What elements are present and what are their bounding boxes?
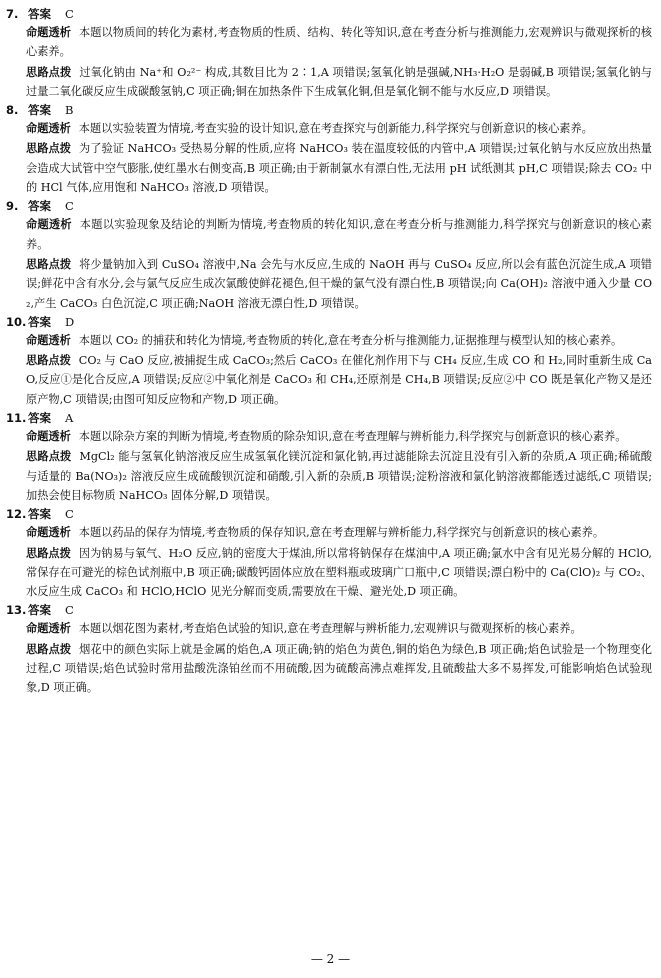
answer-line — [6, 506, 652, 523]
hint-label: 思路点拨 — [26, 354, 71, 368]
hint-paragraph — [26, 351, 652, 409]
analysis-text: 本题以实验现象及结论的判断为情境,考查物质的转化知识,意在考查分析与推测能力,科学探究与创新意识的核心素养。 — [26, 218, 652, 251]
analysis-label: 命题透析 — [26, 526, 71, 540]
analysis-paragraph — [26, 427, 652, 446]
hint-text: 因为钠易与氧气、H₂O 反应,钠的密度大于煤油,所以常将钠保存在煤油中,A 项正确;氯水中含有见光易分解的 HClO,常保存在可避光的棕色试剂瓶中,B 项正确;碳酸钙固体应放在塑料瓶或玻璃广口瓶中,C 项错误;漂白粉中的 Ca(ClO)₂ 与 CO₂、水反应生成 CaCO₃ 和 HClO,HClO 见光分解而变质,需要放在干燥、避光处,D 项正确。 — [26, 546, 652, 599]
page-number: — 2 — — [310, 952, 351, 966]
analysis-label: 命题透析 — [26, 622, 71, 636]
answer-label: 答案 — [28, 507, 51, 522]
hint-label: 思路点拨 — [26, 450, 72, 464]
hint-paragraph — [26, 640, 652, 698]
analysis-paragraph — [26, 215, 652, 254]
hint-text: 烟花中的颜色实际上就是金属的焰色,A 项正确;钠的焰色为黄色,铜的焰色为绿色,B 项正确;焰色试验是一个物理变化过程,C 项错误;焰色试验时常用盐酸洗涤铂丝而不用硫酸,因为硫酸高沸点难挥发,且硫酸盐大多不易挥发,可能影响焰色试验现象,D 项正确。 — [26, 642, 652, 695]
analysis-text: 本题以药品的保存为情境,考查物质的保存知识,意在考查理解与辨析能力,科学探究与创新意识的核心素养。 — [78, 526, 605, 540]
answer-letter: C — [65, 603, 74, 618]
hint-paragraph — [26, 544, 652, 602]
hint-paragraph — [26, 255, 652, 313]
answer-label: 答案 — [28, 103, 51, 118]
question-number: 13. — [6, 603, 27, 618]
analysis-paragraph — [26, 119, 652, 138]
hint-text: 为了验证 NaHCO₃ 受热易分解的性质,应将 NaHCO₃ 装在温度较低的内管中,A 项错误;过氧化钠与水反应放出热量会造成大试管中空气膨胀,使红墨水右侧变高,B 项正确;由于新制氯水有漂白性,无法用 pH 试纸测其 pH,C 项错误;除去 CO₂ 中的 HCl 气体,应用饱和 NaHCO₃ 溶液,D 项错误。 — [26, 142, 652, 195]
hint-paragraph — [26, 63, 652, 102]
answer-label: 答案 — [28, 199, 51, 214]
answer-label: 答案 — [28, 314, 51, 329]
analysis-label: 命题透析 — [26, 333, 71, 347]
hint-label: 思路点拨 — [26, 65, 72, 79]
answer-line — [6, 102, 652, 119]
answer-line — [6, 602, 652, 619]
answer-label: 答案 — [28, 603, 51, 618]
question-block — [6, 102, 652, 197]
hint-text: 过氧化钠由 Na⁺和 O₂²⁻ 构成,其数目比为 2∶1,A 项错误;氢氧化钠是强碱,NH₃·H₂O 是弱碱,B 项错误;氢氧化钠与过量二氧化碳反应生成碳酸氢钠,C 项正确;铜在加热条件下生成氧化铜,但是氧化铜不能与水反应,D 项错误。 — [26, 65, 652, 98]
hint-text: CO₂ 与 CaO 反应,被捕捉生成 CaCO₃;然后 CaCO₃ 在催化剂作用下与 CH₄ 反应,生成 CO 和 H₂,同时重新生成 CaO,反应①是化合反应,A 项错误;反应②中氧化剂是 CaCO₃ 和 CH₄,还原剂是 CH₄,B 项错误;反应②中 CO 既是氧化产物又是还原产物,C 项错误;由图可知反应物和产物,D 项正确。 — [26, 354, 652, 406]
analysis-text: 本题以实验装置为情境,考查实验的设计知识,意在考查探究与创新能力,科学探究与创新意识的核心素养。 — [78, 122, 593, 136]
answer-label: 答案 — [28, 411, 51, 426]
analysis-text: 本题以物质间的转化为素材,考查物质的性质、结构、转化等知识,意在考查分析与推测能力,宏观辨识与微观探析的核心素养。 — [26, 26, 652, 59]
question-number: 12. — [6, 507, 27, 522]
hint-paragraph — [26, 447, 652, 505]
hint-label: 思路点拨 — [26, 257, 72, 271]
hint-label: 思路点拨 — [26, 642, 72, 656]
hint-label: 思路点拨 — [26, 546, 71, 560]
answer-letter: B — [65, 103, 74, 118]
question-number: 10. — [6, 314, 27, 329]
analysis-label: 命题透析 — [26, 430, 71, 444]
answer-letter: D — [65, 314, 75, 329]
hint-label: 思路点拨 — [26, 142, 72, 156]
answer-line — [6, 198, 652, 215]
answer-label: 答案 — [28, 7, 51, 21]
analysis-text: 本题以除杂方案的判断为情境,考查物质的除杂知识,意在考查理解与辨析能力,科学探究与创新意识的核心素养。 — [78, 430, 627, 444]
analysis-label: 命题透析 — [26, 122, 71, 136]
analysis-text: 本题以烟花图为素材,考查焰色试验的知识,意在考查理解与辨析能力,宏观辨识与微观探析的核心素养。 — [78, 622, 582, 636]
answer-letter: A — [65, 411, 74, 426]
hint-paragraph — [26, 139, 652, 197]
hint-text: 将少量钠加入到 CuSO₄ 溶液中,Na 会先与水反应,生成的 NaOH 再与 CuSO₄ 反应,所以会有蓝色沉淀生成,A 项错误;鲜花中含有水分,会与氯气反应生成次氯酸使鲜花褪色,但干燥的氯气没有漂白性,B 项错误;向 Ca(OH)₂ 溶液中通入少量 CO₂,产生 CaCO₃ 白色沉淀,C 项正确;NaOH 溶液无漂白性,D 项错误。 — [26, 257, 652, 310]
answer-line — [6, 314, 652, 331]
question-list — [6, 6, 652, 698]
answer-letter: C — [65, 7, 74, 21]
question-number: 9. — [6, 199, 19, 214]
question-number: 8. — [6, 103, 19, 118]
analysis-text: 本题以 CO₂ 的捕获和转化为情境,考查物质的转化,意在考查分析与推测能力,证据推理与模型认知的核心素养。 — [78, 333, 623, 347]
question-number: 7. — [6, 7, 19, 21]
answer-letter: C — [65, 199, 74, 214]
analysis-paragraph — [26, 523, 652, 542]
analysis-label: 命题透析 — [26, 26, 71, 39]
answer-page — [6, 6, 652, 699]
hint-text: MgCl₂ 能与氢氧化钠溶液反应生成氢氧化镁沉淀和氯化钠,再过滤能除去沉淀且没有引入新的杂质,A 项正确;稀硫酸与适量的 Ba(NO₃)₂ 溶液反应生成硫酸钡沉淀和硝酸,引入新的杂质,B 项错误;淀粉溶液和氯化钠溶液都能透过滤纸,C 项错误;加热会使目标物质 NaHCO₃ 固体分解,D 项错误。 — [26, 450, 652, 502]
question-block — [6, 6, 652, 101]
analysis-label: 命题透析 — [26, 218, 72, 232]
answer-line — [6, 410, 652, 427]
question-block — [6, 314, 652, 409]
question-block — [6, 410, 652, 505]
question-block — [6, 506, 652, 601]
question-block — [6, 198, 652, 312]
question-number: 11. — [6, 411, 27, 426]
analysis-paragraph — [26, 23, 652, 62]
answer-letter: C — [65, 507, 74, 522]
analysis-paragraph — [26, 331, 652, 350]
question-block — [6, 602, 652, 697]
answer-line — [6, 6, 652, 23]
analysis-paragraph — [26, 619, 652, 638]
